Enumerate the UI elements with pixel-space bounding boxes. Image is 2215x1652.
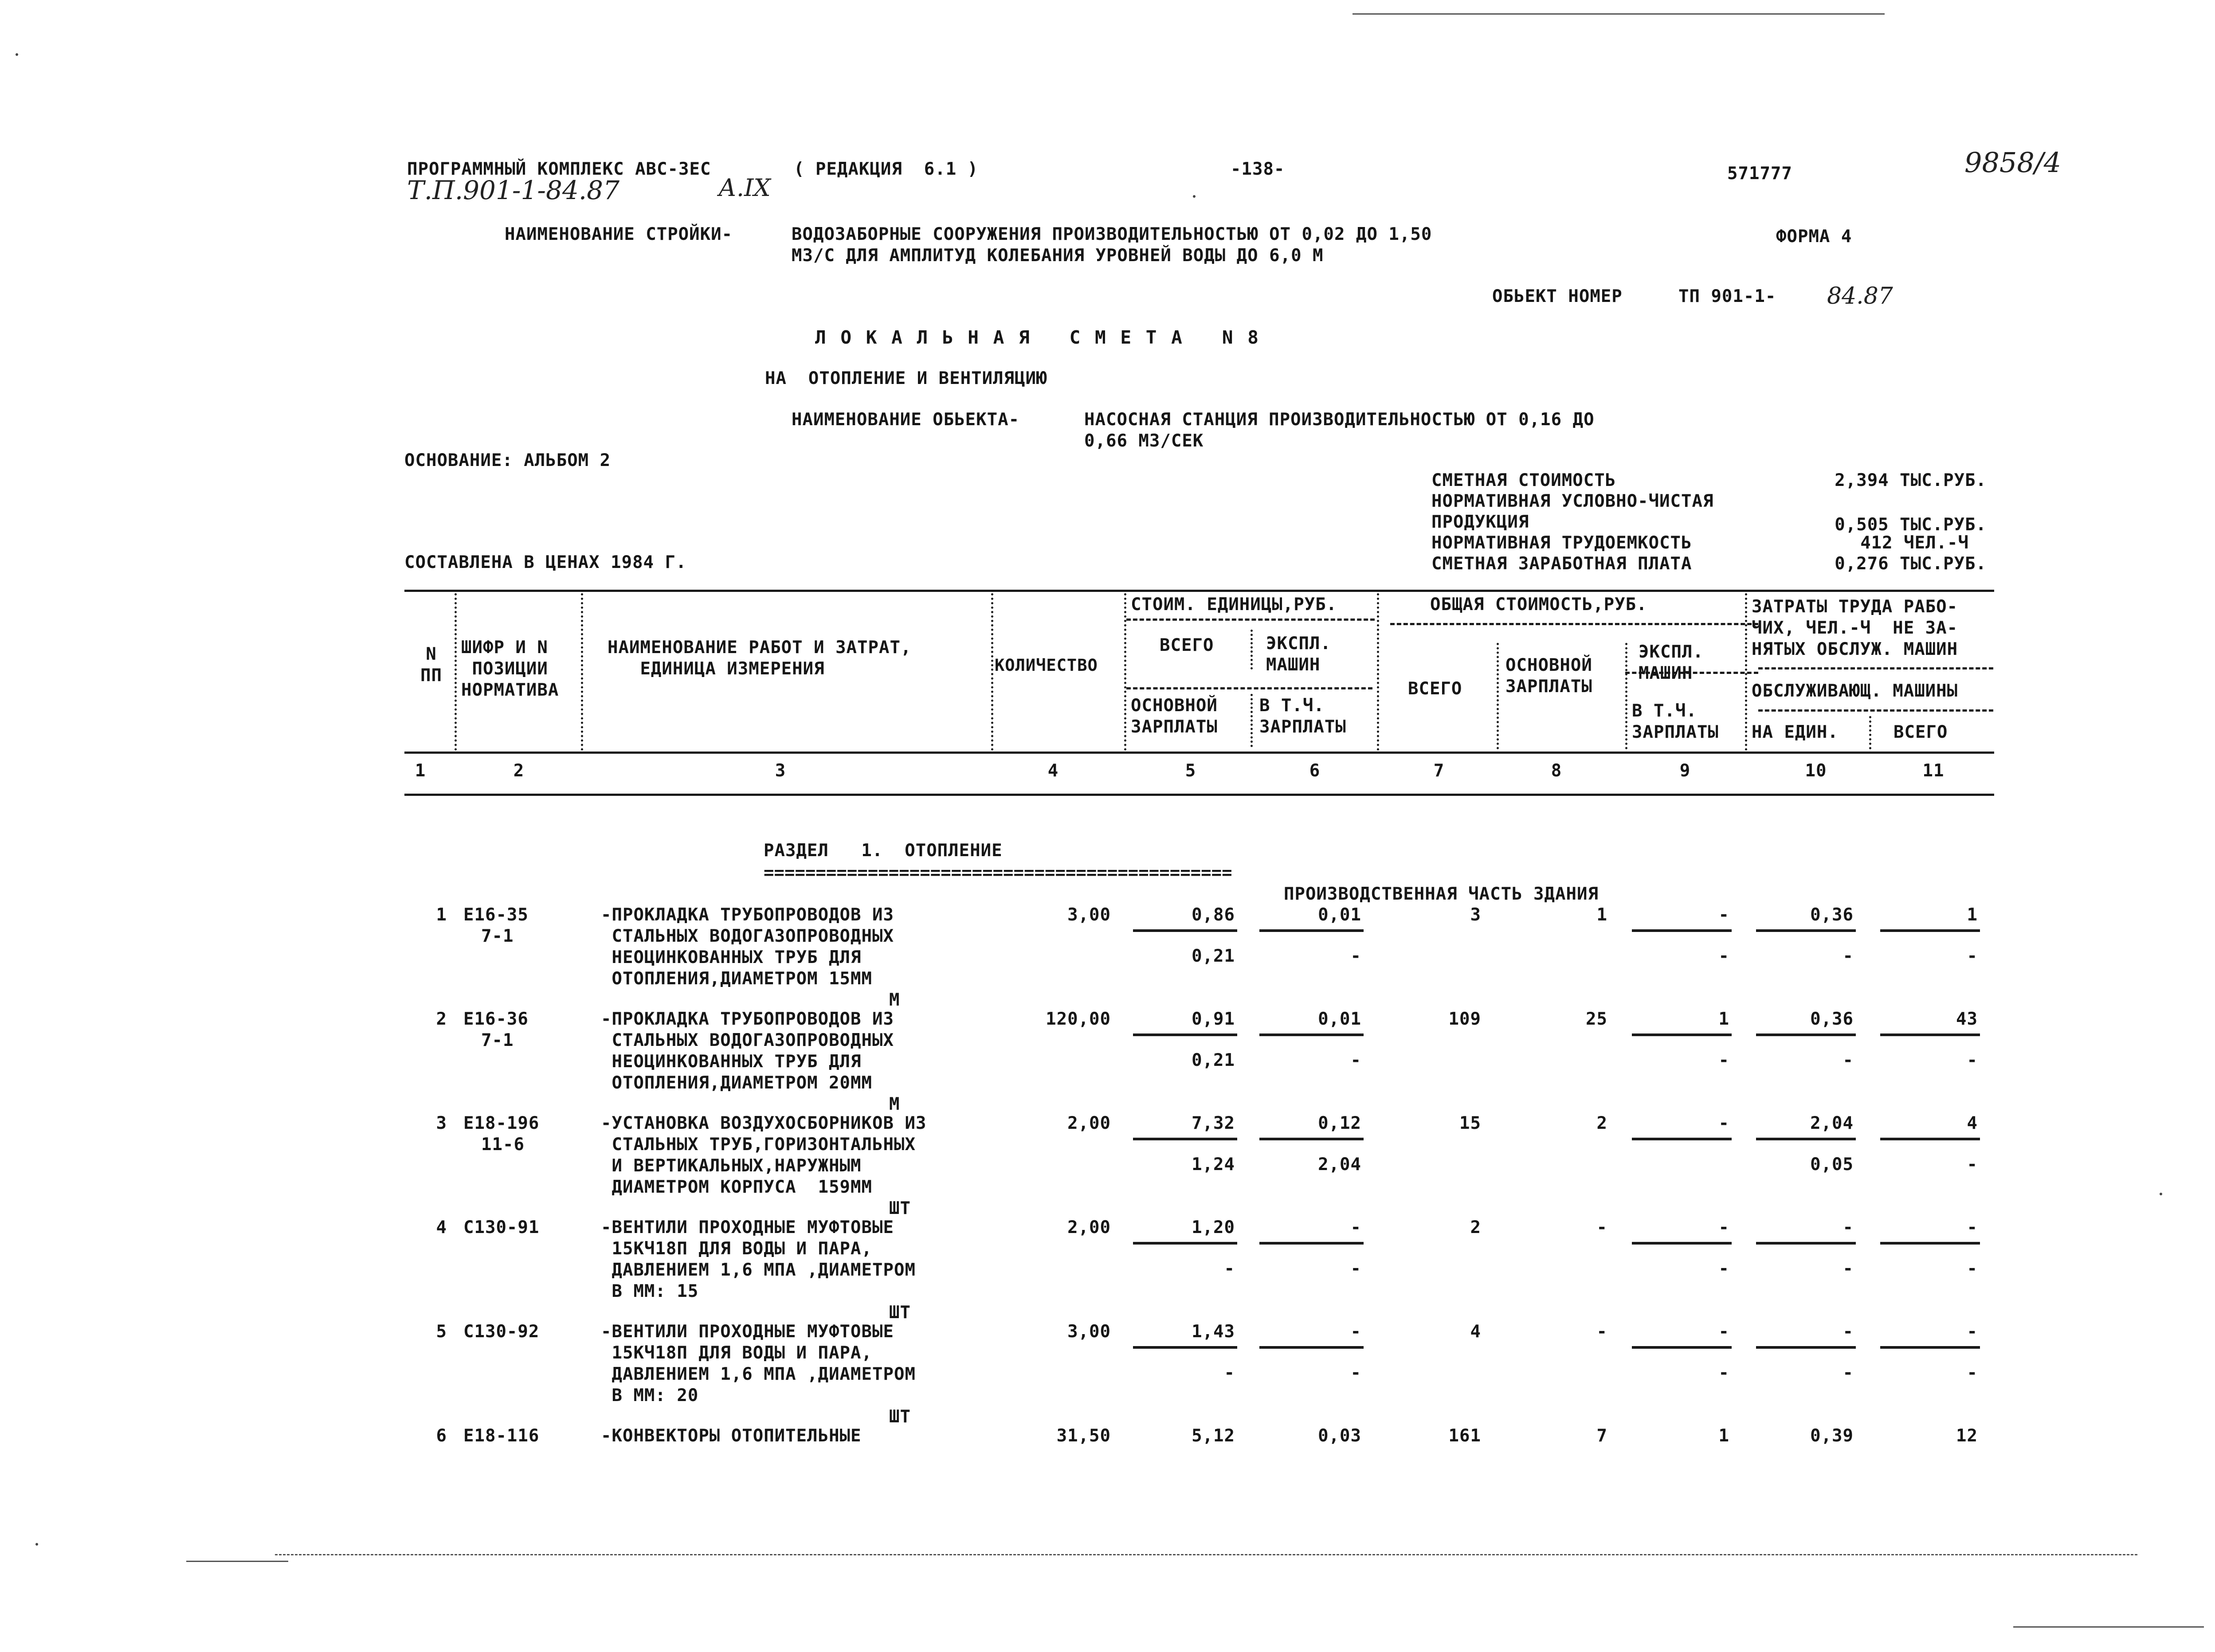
row-c10: 0,39 bbox=[1810, 1426, 1854, 1446]
row-c9: - bbox=[1718, 905, 1729, 925]
row-code: Е18-116 bbox=[463, 1426, 540, 1446]
row-c5b: - bbox=[1224, 1363, 1235, 1383]
section-part: ПРОИЗВОДСТВЕННАЯ ЧАСТЬ ЗДАНИЯ bbox=[1284, 884, 1599, 904]
column-divider bbox=[1251, 630, 1253, 669]
document-code: 571777 bbox=[1727, 164, 1792, 184]
row-c10b: - bbox=[1843, 1050, 1854, 1070]
summary-label: СМЕТНАЯ СТОИМОСТЬ bbox=[1431, 470, 1616, 490]
construction-label: НАИМЕНОВАНИЕ СТРОЙКИ- bbox=[505, 224, 733, 244]
row-c6: - bbox=[1350, 1217, 1361, 1237]
rule bbox=[404, 590, 1994, 592]
row-rule bbox=[1259, 1346, 1364, 1349]
row-rule bbox=[1880, 1346, 1980, 1349]
row-rule bbox=[1632, 929, 1732, 932]
row-rule bbox=[1632, 1138, 1732, 1140]
row-qty: 2,00 bbox=[1067, 1113, 1111, 1133]
row-unit: М bbox=[889, 990, 900, 1010]
summary-label: СМЕТНАЯ ЗАРАБОТНАЯ ПЛАТА bbox=[1431, 554, 1692, 574]
row-c9: - bbox=[1718, 1322, 1729, 1342]
column-divider bbox=[1869, 716, 1871, 749]
row-c11: - bbox=[1967, 1217, 1978, 1237]
row-c10b: - bbox=[1843, 1363, 1854, 1383]
row-c9: 1 bbox=[1718, 1009, 1729, 1029]
scan-speck bbox=[1193, 195, 1196, 198]
header-labor: ЗАТРАТЫ ТРУДА РАБО- ЧИХ, ЧЕЛ.-Ч НЕ ЗА- НЯТЫХ ОБСЛУЖ. МАШИН bbox=[1752, 597, 1958, 659]
row-c11b: - bbox=[1967, 1363, 1978, 1383]
row-number: 3 bbox=[436, 1113, 447, 1133]
object-name-line1: НАСОСНАЯ СТАНЦИЯ ПРОИЗВОДИТЕЛЬНОСТЬЮ ОТ 0,16 ДО bbox=[1084, 410, 1595, 430]
row-rule bbox=[1880, 1033, 1980, 1036]
row-rule bbox=[1632, 1242, 1732, 1245]
object-label: НАИМЕНОВАНИЕ ОБЬЕКТА- bbox=[792, 410, 1020, 430]
row-c9: - bbox=[1718, 1217, 1729, 1237]
row-qty: 31,50 bbox=[1056, 1426, 1111, 1446]
handwritten-album: А.IX bbox=[718, 174, 771, 202]
row-c5: 0,91 bbox=[1192, 1009, 1235, 1029]
row-rule bbox=[1259, 1138, 1364, 1140]
row-name-line: СТАЛЬНЫХ ВОДОГАЗОПРОВОДНЫХ bbox=[601, 1030, 894, 1050]
row-c6: - bbox=[1350, 1322, 1361, 1342]
row-name-line: В ММ: 15 bbox=[601, 1281, 699, 1301]
row-c5: 1,43 bbox=[1192, 1322, 1235, 1342]
column-divider bbox=[991, 593, 993, 751]
row-name-line: СТАЛЬНЫХ ВОДОГАЗОПРОВОДНЫХ bbox=[601, 926, 894, 946]
row-rule bbox=[1880, 1242, 1980, 1245]
scan-line bbox=[186, 1561, 288, 1562]
row-c11: 43 bbox=[1956, 1009, 1978, 1029]
summary-value: 2,394 ТЫС.РУБ. bbox=[1835, 470, 1987, 490]
row-rule bbox=[1756, 929, 1856, 932]
column-number: 7 bbox=[1433, 761, 1445, 781]
row-name-line: СТАЛЬНЫХ ТРУБ,ГОРИЗОНТАЛЬНЫХ bbox=[601, 1135, 916, 1155]
object-name-line2: 0,66 М3/СЕК bbox=[1084, 431, 1204, 451]
row-code-suffix: 7-1 bbox=[481, 1030, 514, 1050]
row-c11: 4 bbox=[1967, 1113, 1978, 1133]
row-unit: ШТ bbox=[889, 1407, 911, 1427]
row-c6b: - bbox=[1350, 1363, 1361, 1383]
row-c10: - bbox=[1843, 1217, 1854, 1237]
row-rule bbox=[1756, 1242, 1856, 1245]
summary-value: 412 ЧЕЛ.-Ч bbox=[1860, 533, 1969, 553]
row-name-line: -ПРОКЛАДКА ТРУБОПРОВОДОВ ИЗ bbox=[601, 905, 894, 925]
column-number: 2 bbox=[513, 761, 525, 781]
column-divider bbox=[1251, 694, 1253, 747]
estimate-title: Л О К А Л Ь Н А Я С М Е Т А N 8 bbox=[815, 327, 1260, 348]
row-name-line: НЕОЦИНКОВАННЫХ ТРУБ ДЛЯ bbox=[601, 947, 862, 967]
scan-line bbox=[275, 1554, 2137, 1555]
summary-value: 0,276 ТЫС.РУБ. bbox=[1835, 554, 1987, 574]
row-c6b: - bbox=[1350, 1050, 1361, 1070]
header-total-wages: ОСНОВНОЙ ЗАРПЛАТЫ bbox=[1505, 655, 1592, 697]
row-c10: 2,04 bbox=[1810, 1113, 1854, 1133]
price-basis: СОСТАВЛЕНА В ЦЕНАХ 1984 Г. bbox=[404, 552, 687, 572]
row-c8: - bbox=[1596, 1217, 1607, 1237]
scan-speck bbox=[35, 1543, 38, 1546]
row-qty: 3,00 bbox=[1067, 1322, 1111, 1342]
row-c10b: - bbox=[1843, 946, 1854, 966]
scan-speck bbox=[16, 53, 18, 56]
rule bbox=[1126, 619, 1375, 621]
row-name-line: ДАВЛЕНИЕМ 1,6 МПА ,ДИАМЕТРОМ bbox=[601, 1260, 916, 1280]
row-rule bbox=[1880, 929, 1980, 932]
row-rule bbox=[1133, 1346, 1237, 1349]
header-col4: КОЛИЧЕСТВО bbox=[995, 656, 1098, 675]
row-name-line: 15КЧ18П ДЛЯ ВОДЫ И ПАРА, bbox=[601, 1239, 872, 1259]
row-code-suffix: 7-1 bbox=[481, 926, 514, 946]
edition: ( РЕДАКЦИЯ 6.1 ) bbox=[794, 159, 979, 179]
header-total-machines: ЭКСПЛ. МАШИН bbox=[1639, 642, 1704, 683]
program-name: ПРОГРАММНЫЙ КОМПЛЕКС АВС-3ЕС bbox=[407, 159, 711, 179]
column-divider bbox=[1497, 643, 1499, 749]
row-c11b: - bbox=[1967, 1259, 1978, 1279]
row-c8: 7 bbox=[1596, 1426, 1607, 1446]
column-number: 3 bbox=[775, 761, 786, 781]
row-c9b: - bbox=[1718, 1363, 1729, 1383]
rule bbox=[404, 752, 1994, 754]
rule bbox=[404, 794, 1994, 796]
row-name-line: -КОНВЕКТОРЫ ОТОПИТЕЛЬНЫЕ bbox=[601, 1426, 862, 1446]
row-code: Е16-35 bbox=[463, 905, 529, 925]
row-c6b: - bbox=[1350, 1259, 1361, 1279]
row-code: Е18-196 bbox=[463, 1113, 540, 1133]
row-rule bbox=[1756, 1138, 1856, 1140]
row-c5: 7,32 bbox=[1192, 1113, 1235, 1133]
row-name-line: -УСТАНОВКА ВОЗДУХОСБОРНИКОВ ИЗ bbox=[601, 1113, 927, 1133]
row-name-line: -ВЕНТИЛИ ПРОХОДНЫЕ МУФТОВЫЕ bbox=[601, 1322, 894, 1342]
header-unit-wages: ОСНОВНОЙ ЗАРПЛАТЫ bbox=[1131, 696, 1218, 737]
row-c11b: - bbox=[1967, 946, 1978, 966]
header-unit-machines: ЭКСПЛ. МАШИН bbox=[1266, 634, 1331, 675]
row-code: Е16-36 bbox=[463, 1009, 529, 1029]
header-total-incl-wages: В Т.Ч. ЗАРПЛАТЫ bbox=[1632, 701, 1719, 742]
column-number: 11 bbox=[1922, 761, 1944, 781]
row-c7: 4 bbox=[1470, 1322, 1481, 1342]
row-rule bbox=[1259, 1033, 1364, 1036]
row-rule bbox=[1632, 1033, 1732, 1036]
header-col1: N ПП bbox=[420, 644, 442, 685]
row-name-line: В ММ: 20 bbox=[601, 1386, 699, 1405]
construction-name-line2: М3/С ДЛЯ АМПЛИТУД КОЛЕБАНИЯ УРОВНЕЙ ВОДЫ ДО 6,0 М bbox=[792, 246, 1324, 266]
row-unit: М bbox=[889, 1094, 900, 1114]
row-c7: 109 bbox=[1448, 1009, 1481, 1029]
object-number-handwritten: 84.87 bbox=[1827, 283, 1893, 309]
row-rule bbox=[1756, 1346, 1856, 1349]
summary-label: ПРОДУКЦИЯ bbox=[1431, 512, 1529, 532]
row-c5b: 0,21 bbox=[1192, 946, 1235, 966]
basis: ОСНОВАНИЕ: АЛЬБОМ 2 bbox=[404, 450, 611, 470]
row-rule bbox=[1259, 929, 1364, 932]
row-code: С130-92 bbox=[463, 1322, 540, 1342]
summary-value: 0,505 ТЫС.РУБ. bbox=[1835, 515, 1987, 535]
row-rule bbox=[1632, 1346, 1732, 1349]
row-name-line: -ВЕНТИЛИ ПРОХОДНЫЕ МУФТОВЫЕ bbox=[601, 1217, 894, 1237]
summary-label: НОРМАТИВНАЯ ТРУДОЕМКОСТЬ bbox=[1431, 533, 1692, 553]
object-number-label: ОБЬЕКТ НОМЕР bbox=[1492, 286, 1623, 306]
column-number: 8 bbox=[1551, 761, 1562, 781]
row-c9: - bbox=[1718, 1113, 1729, 1133]
column-number: 6 bbox=[1309, 761, 1321, 781]
row-name-line: 15КЧ18П ДЛЯ ВОДЫ И ПАРА, bbox=[601, 1343, 872, 1363]
summary-label: НОРМАТИВНАЯ УСЛОВНО-ЧИСТАЯ bbox=[1431, 491, 1714, 511]
header-labor-service: ОБСЛУЖИВАЮЩ. МАШИНЫ bbox=[1752, 681, 1958, 701]
section-title: РАЗДЕЛ 1. ОТОПЛЕНИЕ bbox=[764, 841, 1003, 861]
row-rule bbox=[1133, 1242, 1237, 1245]
column-number: 5 bbox=[1185, 761, 1196, 781]
scan-line bbox=[2013, 1626, 2204, 1628]
scan-line bbox=[1353, 13, 1885, 15]
header-unit-total: ВСЕГО bbox=[1160, 635, 1214, 655]
row-number: 1 bbox=[436, 905, 447, 925]
row-c5b: - bbox=[1224, 1259, 1235, 1279]
row-c11: - bbox=[1967, 1322, 1978, 1342]
row-c9b: - bbox=[1718, 946, 1729, 966]
rule bbox=[1758, 709, 1993, 712]
row-unit: ШТ bbox=[889, 1198, 911, 1218]
header-total-cost: ОБЩАЯ СТОИМОСТЬ,РУБ. bbox=[1430, 595, 1647, 615]
row-c8: 2 bbox=[1596, 1113, 1607, 1133]
column-number: 1 bbox=[415, 761, 426, 781]
row-c8: - bbox=[1596, 1322, 1607, 1342]
column-number: 4 bbox=[1047, 761, 1059, 781]
header-labor-total: ВСЕГО bbox=[1894, 722, 1948, 742]
row-rule bbox=[1880, 1138, 1980, 1140]
header-unit-incl-wages: В Т.Ч. ЗАРПЛАТЫ bbox=[1259, 696, 1346, 737]
column-divider bbox=[581, 593, 583, 751]
estimate-subject: НА ОТОПЛЕНИЕ И ВЕНТИЛЯЦИЮ bbox=[765, 368, 1047, 388]
row-c9: 1 bbox=[1718, 1426, 1729, 1446]
row-unit: ШТ bbox=[889, 1303, 911, 1323]
row-c5: 1,20 bbox=[1192, 1217, 1235, 1237]
row-c6b: - bbox=[1350, 946, 1361, 966]
form-number: ФОРМА 4 bbox=[1776, 227, 1852, 247]
row-number: 4 bbox=[436, 1217, 447, 1237]
row-name-line: ОТОПЛЕНИЯ,ДИАМЕТРОМ 15ММ bbox=[601, 969, 872, 989]
row-c7: 2 bbox=[1470, 1217, 1481, 1237]
rule bbox=[1126, 687, 1372, 689]
row-qty: 120,00 bbox=[1046, 1009, 1111, 1029]
row-rule bbox=[1133, 1033, 1237, 1036]
page-number: -138- bbox=[1231, 159, 1285, 179]
row-c10b: 0,05 bbox=[1810, 1155, 1854, 1174]
row-c10: - bbox=[1843, 1322, 1854, 1342]
row-c6: 0,01 bbox=[1318, 905, 1361, 925]
column-divider bbox=[1377, 593, 1379, 751]
row-number: 2 bbox=[436, 1009, 447, 1029]
row-c11: 1 bbox=[1967, 905, 1978, 925]
row-c6: 0,01 bbox=[1318, 1009, 1361, 1029]
row-c11b: - bbox=[1967, 1050, 1978, 1070]
handwritten-project-number: Т.П.901-1-84.87 bbox=[407, 175, 619, 205]
row-name-line: -ПРОКЛАДКА ТРУБОПРОВОДОВ ИЗ bbox=[601, 1009, 894, 1029]
row-c7: 15 bbox=[1459, 1113, 1481, 1133]
row-c11b: - bbox=[1967, 1155, 1978, 1174]
row-c5b: 1,24 bbox=[1192, 1155, 1235, 1174]
row-number: 6 bbox=[436, 1426, 447, 1446]
row-qty: 2,00 bbox=[1067, 1217, 1111, 1237]
row-name-line: И ВЕРТИКАЛЬНЫХ,НАРУЖНЫМ bbox=[601, 1156, 862, 1176]
row-rule bbox=[1133, 929, 1237, 932]
rule bbox=[1390, 623, 1758, 625]
scan-speck bbox=[2160, 1193, 2162, 1195]
row-c7: 3 bbox=[1470, 905, 1481, 925]
row-rule bbox=[1756, 1033, 1856, 1036]
column-number: 10 bbox=[1805, 761, 1827, 781]
row-c9b: - bbox=[1718, 1259, 1729, 1279]
header-col2: ШИФР И N ПОЗИЦИИ НОРМАТИВА bbox=[461, 638, 559, 700]
row-c7: 161 bbox=[1448, 1426, 1481, 1446]
column-divider bbox=[1124, 593, 1126, 751]
object-number: ТП 901-1- bbox=[1678, 286, 1776, 306]
row-c5: 0,86 bbox=[1192, 905, 1235, 925]
row-c9b: - bbox=[1718, 1050, 1729, 1070]
column-divider bbox=[455, 593, 457, 751]
row-name-line: НЕОЦИНКОВАННЫХ ТРУБ ДЛЯ bbox=[601, 1052, 862, 1072]
row-c6b: 2,04 bbox=[1318, 1155, 1361, 1174]
row-c6: 0,03 bbox=[1318, 1426, 1361, 1446]
row-c10: 0,36 bbox=[1810, 905, 1854, 925]
column-number: 9 bbox=[1679, 761, 1691, 781]
row-rule bbox=[1259, 1242, 1364, 1245]
header-total-all: ВСЕГО bbox=[1408, 679, 1462, 699]
row-rule bbox=[1133, 1138, 1237, 1140]
row-c10b: - bbox=[1843, 1259, 1854, 1279]
column-divider bbox=[1625, 643, 1627, 749]
column-divider bbox=[1745, 593, 1747, 751]
row-code-suffix: 11-6 bbox=[481, 1135, 525, 1155]
header-col3: НАИМЕНОВАНИЕ РАБОТ И ЗАТРАТ, ЕДИНИЦА ИЗМЕРЕНИЯ bbox=[608, 638, 912, 679]
rule bbox=[1758, 667, 1993, 669]
row-c8: 1 bbox=[1596, 905, 1607, 925]
section-underline: ============================================= bbox=[764, 863, 1232, 883]
row-name-line: ДИАМЕТРОМ КОРПУСА 159ММ bbox=[601, 1177, 872, 1197]
row-name-line: ОТОПЛЕНИЯ,ДИАМЕТРОМ 20ММ bbox=[601, 1073, 872, 1093]
header-unit-cost: СТОИМ. ЕДИНИЦЫ,РУБ. bbox=[1131, 595, 1337, 615]
row-number: 5 bbox=[436, 1322, 447, 1342]
row-c6: 0,12 bbox=[1318, 1113, 1361, 1133]
row-c8: 25 bbox=[1586, 1009, 1607, 1029]
construction-name-line1: ВОДОЗАБОРНЫЕ СООРУЖЕНИЯ ПРОИЗВОДИТЕЛЬНОСТЬЮ ОТ 0,02 ДО 1,50 bbox=[792, 224, 1432, 244]
handwritten-sheet-number: 9858/4 bbox=[1964, 146, 2062, 179]
row-qty: 3,00 bbox=[1067, 905, 1111, 925]
row-code: С130-91 bbox=[463, 1217, 540, 1237]
header-per-unit: НА ЕДИН. bbox=[1752, 722, 1839, 742]
row-c5: 5,12 bbox=[1192, 1426, 1235, 1446]
row-c11: 12 bbox=[1956, 1426, 1978, 1446]
row-name-line: ДАВЛЕНИЕМ 1,6 МПА ,ДИАМЕТРОМ bbox=[601, 1364, 916, 1384]
row-c5b: 0,21 bbox=[1192, 1050, 1235, 1070]
row-c10: 0,36 bbox=[1810, 1009, 1854, 1029]
